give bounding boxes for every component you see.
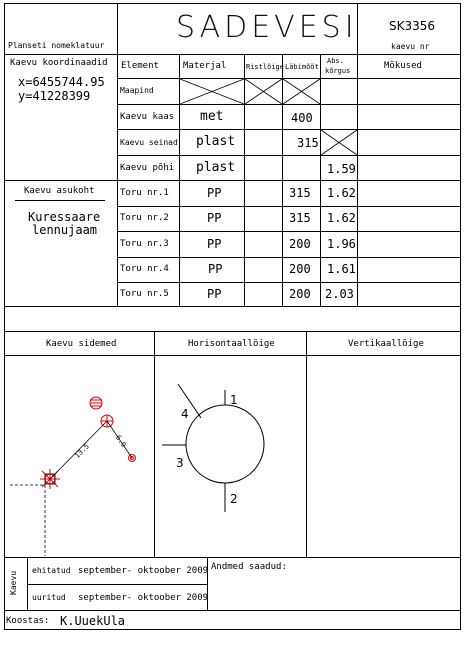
surveyed-date: september- oktoober 2009 [78, 593, 209, 603]
col-diameter: Läbimõõt [285, 63, 319, 71]
table-row-element: Toru nr.1 [120, 188, 169, 198]
built-date: september- oktoober 2009 [78, 566, 209, 576]
table-row-element: Toru nr.3 [120, 239, 169, 249]
table-row-material: PP [207, 211, 222, 225]
col-element: Element [121, 61, 159, 71]
table-row-material: PP [208, 262, 223, 276]
data-received-label: Andmed saadud: [211, 562, 287, 572]
table-row-diameter: 200 [289, 237, 311, 251]
coord-y: y=41228399 [18, 89, 91, 103]
col-material: Materjal [183, 61, 227, 71]
table-row-material: PP [207, 186, 222, 200]
location-label: Kaevu asukoht [24, 186, 95, 196]
author-label: Koostas: [6, 616, 50, 626]
section-connections: Kaevu sidemed [46, 339, 117, 349]
coords-label: Kaevu koordinaadid [10, 58, 108, 68]
dist-a: 13.5 [73, 442, 91, 460]
table-row-material: plast [196, 160, 236, 175]
col-cross-section: Ristlõige [246, 63, 284, 71]
section-vertical: Vertikaallõige [348, 339, 424, 349]
table-row-material: PP [207, 287, 222, 301]
table-row-abs: 1.62 [327, 186, 356, 200]
table-row-material: plast [196, 134, 236, 149]
table-row-element: Maapind [120, 86, 154, 95]
table-row-abs: 1.61 [327, 262, 356, 276]
col-abs-2: kõrgus [325, 67, 351, 75]
table-row-diameter: 315 [289, 211, 311, 225]
table-row-material: PP [207, 237, 222, 251]
table-row-diameter: 400 [291, 111, 313, 125]
col-abs-1: Abs. [327, 57, 344, 65]
table-row-element: Toru nr.5 [120, 289, 169, 299]
well-id-label: kaevu nr [391, 42, 430, 51]
section-horizontal: Horisontaallõige [188, 339, 275, 349]
document-title: SADEVESI [176, 10, 358, 45]
table-row-element: Kaevu põhi [120, 163, 175, 173]
col-depth: Mõkused [384, 61, 422, 71]
table-row-diameter: 315 [289, 186, 311, 200]
table-row-material: met [200, 109, 224, 124]
dist-b: 6.9 [113, 433, 128, 449]
location-line2: lennujaam [32, 223, 98, 237]
section-label-3: 3 [176, 456, 184, 470]
table-row-element: Kaevu kaas [120, 112, 175, 122]
table-row-element: Toru nr.2 [120, 213, 169, 223]
table-row-element: Kaevu seinad [120, 138, 178, 147]
section-label-4: 4 [181, 407, 189, 421]
table-row-abs: 1.62 [327, 211, 356, 225]
table-row-abs: 2.03 [325, 287, 354, 301]
table-row-abs: 1.59 [327, 162, 356, 176]
table-row-abs: 1.96 [327, 237, 356, 251]
coord-x: x=6455744.95 [18, 75, 105, 89]
table-row-diameter: 315 [297, 136, 319, 150]
section-label-1: 1 [230, 393, 238, 407]
table-row-diameter: 200 [289, 262, 311, 276]
location-line1: Kuressaare [28, 210, 101, 224]
section-label-2: 2 [230, 492, 238, 506]
well-id: SK3356 [389, 19, 436, 33]
footer-side-label: Kaevu [9, 570, 18, 595]
author-name: K.UuekUla [60, 614, 126, 628]
table-row-diameter: 200 [289, 287, 311, 301]
built-label: ehitatud [32, 566, 71, 575]
nomenclature-label: Planseti nomeklatuur [8, 41, 105, 50]
surveyed-label: uuritud [32, 593, 66, 602]
table-row-element: Toru nr.4 [120, 264, 169, 274]
